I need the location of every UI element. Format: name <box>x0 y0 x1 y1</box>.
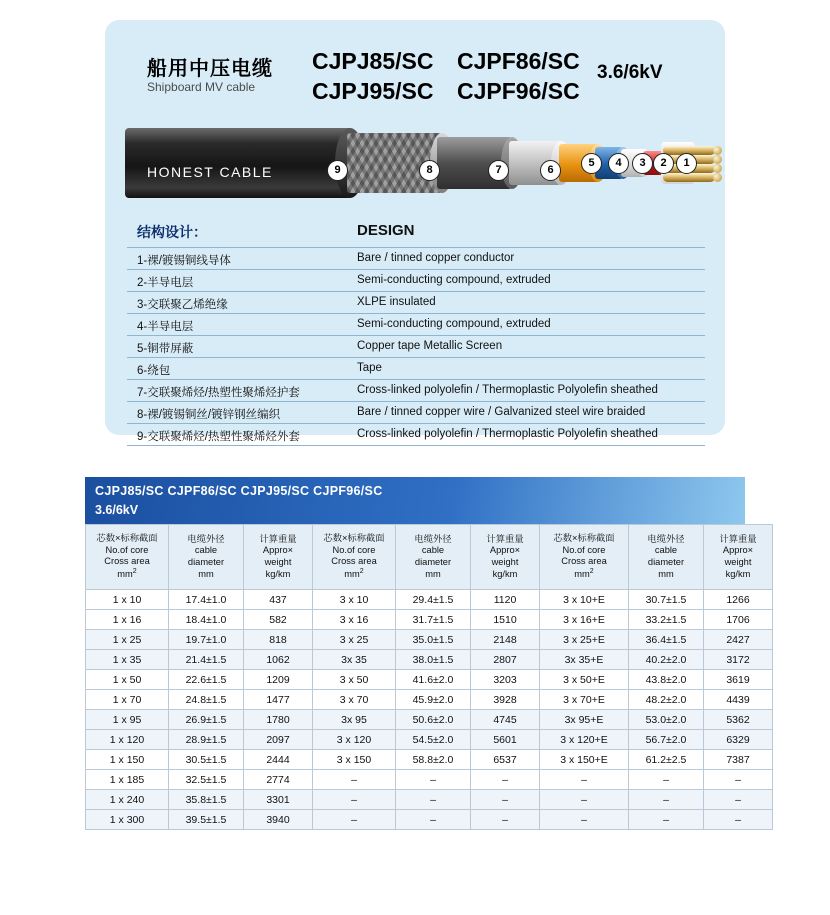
table-cell: – <box>396 790 471 810</box>
column-header-line: 计算重量 <box>486 533 524 544</box>
column-header-line: 电缆外径 <box>187 533 225 544</box>
conductor-strand-end <box>713 146 722 155</box>
table-cell: 54.5±2.0 <box>396 730 471 750</box>
callout-5: 5 <box>581 153 602 174</box>
table-cell: 43.8±2.0 <box>629 670 704 690</box>
table-cell: 3928 <box>471 690 540 710</box>
column-header-weight-2 <box>471 525 540 590</box>
column-header-line: Appro× <box>722 545 754 556</box>
column-header-line: No.of core <box>332 544 376 555</box>
table-cell: 818 <box>244 630 313 650</box>
conductor-strand-end <box>713 173 722 182</box>
divider <box>127 445 705 446</box>
column-header-line: Cross area <box>104 556 150 567</box>
table-cell: – <box>629 770 704 790</box>
design-row-chinese: 5-铜带屏蔽 <box>137 343 194 355</box>
table-cell: 1266 <box>704 590 773 610</box>
table-cell: 3 x 150 <box>313 750 396 770</box>
table-cell: 28.9±1.5 <box>169 730 244 750</box>
table-cell: 3301 <box>244 790 313 810</box>
column-header-line: Appro× <box>262 545 294 556</box>
table-row <box>86 610 773 630</box>
design-row-english: Cross-linked polyolefin / Thermoplastic Polyolefin sheathed <box>357 384 658 396</box>
design-row-chinese: 7-交联聚烯烃/热塑性聚烯烃护套 <box>137 387 300 399</box>
table-cell: 4439 <box>704 690 773 710</box>
table-cell: 1 x 300 <box>86 810 169 830</box>
divider <box>127 401 705 402</box>
table-cell: 1 x 50 <box>86 670 169 690</box>
table-cell: 41.6±2.0 <box>396 670 471 690</box>
column-header-cable-diameter-2 <box>396 525 471 590</box>
design-row-chinese: 2-半导电层 <box>137 277 194 289</box>
column-header-line: cable <box>654 545 678 556</box>
table-cell: 3 x 70 <box>313 690 396 710</box>
column-header-core-cross-area-1 <box>86 525 169 590</box>
spec-banner-line-2: 3.6/6kV <box>95 503 139 517</box>
table-cell: 1706 <box>704 610 773 630</box>
divider <box>127 247 705 248</box>
callout-6: 6 <box>540 160 561 181</box>
table-cell: 3 x 25 <box>313 630 396 650</box>
callout-4: 4 <box>608 153 629 174</box>
design-heading-english: DESIGN <box>357 222 415 239</box>
divider <box>127 423 705 424</box>
design-row-chinese: 3-交联聚乙烯绝缘 <box>137 299 228 311</box>
callout-2: 2 <box>653 153 674 174</box>
design-row-english: Semi-conducting compound, extruded <box>357 318 551 330</box>
table-cell: 3 x 70+E <box>540 690 629 710</box>
table-cell: 582 <box>244 610 313 630</box>
table-cell: 6329 <box>704 730 773 750</box>
table-cell: 2774 <box>244 770 313 790</box>
column-header-line: mm <box>658 568 674 579</box>
table-cell: 3619 <box>704 670 773 690</box>
column-header-line: weight <box>724 557 752 567</box>
table-cell: 1 x 150 <box>86 750 169 770</box>
design-section-header <box>127 220 705 246</box>
table-cell: 26.9±1.5 <box>169 710 244 730</box>
table-cell: 3 x 50 <box>313 670 396 690</box>
table-row <box>86 750 773 770</box>
table-row <box>86 710 773 730</box>
column-header-line: 电缆外径 <box>647 533 685 544</box>
table-cell: – <box>471 810 540 830</box>
product-code-4: CJPF96/SC <box>457 78 580 104</box>
design-row <box>127 271 705 292</box>
table-row <box>86 590 773 610</box>
table-cell: – <box>629 810 704 830</box>
callout-7: 7 <box>488 160 509 181</box>
table-cell: 2444 <box>244 750 313 770</box>
table-cell: 61.2±2.5 <box>629 750 704 770</box>
table-cell: 3 x 10+E <box>540 590 629 610</box>
table-cell: – <box>471 790 540 810</box>
table-cell: 17.4±1.0 <box>169 590 244 610</box>
design-row <box>127 249 705 270</box>
table-cell: 1 x 16 <box>86 610 169 630</box>
product-code-3: CJPF86/SC <box>457 48 580 74</box>
table-cell: 30.7±1.5 <box>629 590 704 610</box>
column-header-line: cable <box>421 545 445 556</box>
table-header-row <box>86 525 773 590</box>
table-cell: 31.7±1.5 <box>396 610 471 630</box>
divider <box>127 335 705 336</box>
table-cell: 38.0±1.5 <box>396 650 471 670</box>
column-header-line: 芯数×标称截面 <box>553 533 615 544</box>
design-row-english: Bare / tinned copper conductor <box>357 252 515 264</box>
table-cell: 29.4±1.5 <box>396 590 471 610</box>
column-header-weight-3 <box>704 525 773 590</box>
conductor-strand-end <box>713 164 722 173</box>
table-cell: 3203 <box>471 670 540 690</box>
specification-section <box>85 477 757 830</box>
table-row <box>86 650 773 670</box>
table-cell: – <box>540 810 629 830</box>
column-header-line: 计算重量 <box>719 533 757 544</box>
table-row <box>86 770 773 790</box>
column-header-line: diameter <box>647 557 685 567</box>
table-cell: 1 x 95 <box>86 710 169 730</box>
table-cell: 2427 <box>704 630 773 650</box>
column-header-cable-diameter-3 <box>629 525 704 590</box>
table-cell: – <box>629 790 704 810</box>
design-row <box>127 359 705 380</box>
design-row-english: Semi-conducting compound, extruded <box>357 274 551 286</box>
product-title-chinese: 船用中压电缆 <box>147 58 273 80</box>
design-row <box>127 425 705 446</box>
product-title-english: Shipboard MV cable <box>147 80 256 94</box>
table-cell: 32.5±1.5 <box>169 770 244 790</box>
table-cell: 4745 <box>471 710 540 730</box>
table-cell: 1 x 35 <box>86 650 169 670</box>
divider <box>127 357 705 358</box>
design-row-english: XLPE insulated <box>357 296 436 308</box>
product-title-block <box>127 46 707 108</box>
spec-banner <box>85 477 745 524</box>
table-cell: 45.9±2.0 <box>396 690 471 710</box>
table-cell: 1 x 25 <box>86 630 169 650</box>
column-header-line: 芯数×标称截面 <box>96 533 158 544</box>
column-header-line: No.of core <box>105 544 149 555</box>
specification-table <box>85 524 773 830</box>
table-cell: 22.6±1.5 <box>169 670 244 690</box>
table-cell: – <box>704 770 773 790</box>
callout-3: 3 <box>632 153 653 174</box>
table-cell: 18.4±1.0 <box>169 610 244 630</box>
product-code-2: CJPJ95/SC <box>312 78 434 104</box>
column-header-weight-1 <box>244 525 313 590</box>
table-cell: 2148 <box>471 630 540 650</box>
design-row <box>127 293 705 314</box>
divider <box>127 291 705 292</box>
column-header-line: kg/km <box>492 568 518 579</box>
table-cell: 24.8±1.5 <box>169 690 244 710</box>
column-header-cable-diameter-1 <box>169 525 244 590</box>
table-cell: 30.5±1.5 <box>169 750 244 770</box>
design-row-english: Tape <box>357 362 382 374</box>
table-cell: 58.8±2.0 <box>396 750 471 770</box>
table-cell: – <box>396 770 471 790</box>
table-cell: 3 x 120 <box>313 730 396 750</box>
column-header-line: $mm^2$ <box>574 568 594 580</box>
table-cell: 3 x 50+E <box>540 670 629 690</box>
table-cell: 3 x 150+E <box>540 750 629 770</box>
table-cell: 19.7±1.0 <box>169 630 244 650</box>
table-cell: 3x 35 <box>313 650 396 670</box>
table-cell: 3 x 10 <box>313 590 396 610</box>
conductor-strand-end <box>713 155 722 164</box>
table-row <box>86 790 773 810</box>
cable-cutaway-illustration <box>125 120 710 205</box>
column-header-line: kg/km <box>265 568 291 579</box>
callout-8: 8 <box>419 160 440 181</box>
column-header-line: 电缆外径 <box>414 533 452 544</box>
table-cell: 1120 <box>471 590 540 610</box>
table-cell: 1780 <box>244 710 313 730</box>
table-cell: 40.2±2.0 <box>629 650 704 670</box>
design-row-chinese: 1-裸/镀锡铜线导体 <box>137 255 231 267</box>
table-cell: 3 x 25+E <box>540 630 629 650</box>
table-cell: – <box>313 770 396 790</box>
column-header-line: 芯数×标称截面 <box>323 533 385 544</box>
table-cell: 1 x 240 <box>86 790 169 810</box>
table-row <box>86 690 773 710</box>
conductor-strand <box>663 173 715 182</box>
spec-banner-line-1: CJPJ85/SC CJPF86/SC CJPJ95/SC CJPF96/SC <box>95 484 383 498</box>
table-cell: – <box>313 790 396 810</box>
design-row <box>127 315 705 336</box>
column-header-line: $mm^2$ <box>117 568 137 580</box>
table-cell: – <box>540 790 629 810</box>
product-voltage-rating: 3.6/6kV <box>597 62 663 83</box>
table-cell: 50.6±2.0 <box>396 710 471 730</box>
design-row <box>127 403 705 424</box>
table-cell: 1477 <box>244 690 313 710</box>
design-row-chinese: 4-半导电层 <box>137 321 194 333</box>
table-cell: 35.0±1.5 <box>396 630 471 650</box>
divider <box>127 313 705 314</box>
table-cell: 1 x 70 <box>86 690 169 710</box>
table-cell: 3x 95 <box>313 710 396 730</box>
table-row <box>86 630 773 650</box>
product-card <box>105 20 725 443</box>
table-cell: 5601 <box>471 730 540 750</box>
design-row <box>127 381 705 402</box>
table-body <box>86 590 773 830</box>
divider <box>127 269 705 270</box>
column-header-line: $mm^2$ <box>344 568 364 580</box>
column-header-line: diameter <box>414 557 452 567</box>
table-row <box>86 670 773 690</box>
design-row-english: Bare / tinned copper wire / Galvanized steel wire braided <box>357 406 646 418</box>
table-cell: 7387 <box>704 750 773 770</box>
column-header-line: weight <box>491 557 519 567</box>
table-cell: 21.4±1.5 <box>169 650 244 670</box>
design-row-english: Copper tape Metallic Screen <box>357 340 503 352</box>
design-row-english: Cross-linked polyolefin / Thermoplastic Polyolefin sheathed <box>357 428 658 440</box>
table-cell: 1 x 185 <box>86 770 169 790</box>
table-cell: 3x 95+E <box>540 710 629 730</box>
column-header-line: mm <box>425 568 441 579</box>
cable-brand-text: HONEST CABLE <box>147 164 273 180</box>
callout-9: 9 <box>327 160 348 181</box>
table-row <box>86 810 773 830</box>
column-header-line: mm <box>198 568 214 579</box>
column-header-line: weight <box>264 557 292 567</box>
table-cell: – <box>704 790 773 810</box>
table-cell: – <box>313 810 396 830</box>
column-header-line: Appro× <box>489 545 521 556</box>
table-cell: 3172 <box>704 650 773 670</box>
column-header-line: Cross area <box>561 556 607 567</box>
column-header-core-cross-area-2 <box>313 525 396 590</box>
design-row <box>127 337 705 358</box>
column-header-line: diameter <box>187 557 225 567</box>
table-cell: 437 <box>244 590 313 610</box>
column-header-core-cross-area-3 <box>540 525 629 590</box>
table-cell: 33.2±1.5 <box>629 610 704 630</box>
column-header-line: kg/km <box>725 568 751 579</box>
table-cell: 36.4±1.5 <box>629 630 704 650</box>
design-row-chinese: 8-裸/镀锡铜丝/镀锌钢丝编织 <box>137 409 281 421</box>
column-header-line: 计算重量 <box>259 533 297 544</box>
callout-1: 1 <box>676 153 697 174</box>
column-header-line: cable <box>194 545 218 556</box>
cable-layer-9-outer-sheath <box>125 128 350 198</box>
table-cell: – <box>704 810 773 830</box>
column-header-line: No.of core <box>562 544 606 555</box>
table-cell: 1209 <box>244 670 313 690</box>
table-cell: 56.7±2.0 <box>629 730 704 750</box>
table-row <box>86 730 773 750</box>
table-cell: 53.0±2.0 <box>629 710 704 730</box>
design-row-chinese: 9-交联聚烯烃/热塑性聚烯烃外套 <box>137 431 300 443</box>
table-cell: 1 x 10 <box>86 590 169 610</box>
table-cell: – <box>540 770 629 790</box>
table-cell: 2097 <box>244 730 313 750</box>
table-cell: 3 x 16+E <box>540 610 629 630</box>
table-cell: 1062 <box>244 650 313 670</box>
divider <box>127 379 705 380</box>
table-cell: 48.2±2.0 <box>629 690 704 710</box>
table-cell: 3x 35+E <box>540 650 629 670</box>
table-cell: 3 x 16 <box>313 610 396 630</box>
design-row-chinese: 6-绕包 <box>137 365 171 377</box>
table-cell: 3 x 120+E <box>540 730 629 750</box>
table-cell: 1 x 120 <box>86 730 169 750</box>
table-cell: 2807 <box>471 650 540 670</box>
table-cell: – <box>471 770 540 790</box>
table-cell: 39.5±1.5 <box>169 810 244 830</box>
table-cell: 35.8±1.5 <box>169 790 244 810</box>
table-cell: 5362 <box>704 710 773 730</box>
table-cell: 3940 <box>244 810 313 830</box>
column-header-line: Cross area <box>331 556 377 567</box>
table-cell: – <box>396 810 471 830</box>
product-code-1: CJPJ85/SC <box>312 48 434 74</box>
table-cell: 6537 <box>471 750 540 770</box>
table-cell: 1510 <box>471 610 540 630</box>
design-heading-chinese: 结构设计： <box>137 224 207 240</box>
